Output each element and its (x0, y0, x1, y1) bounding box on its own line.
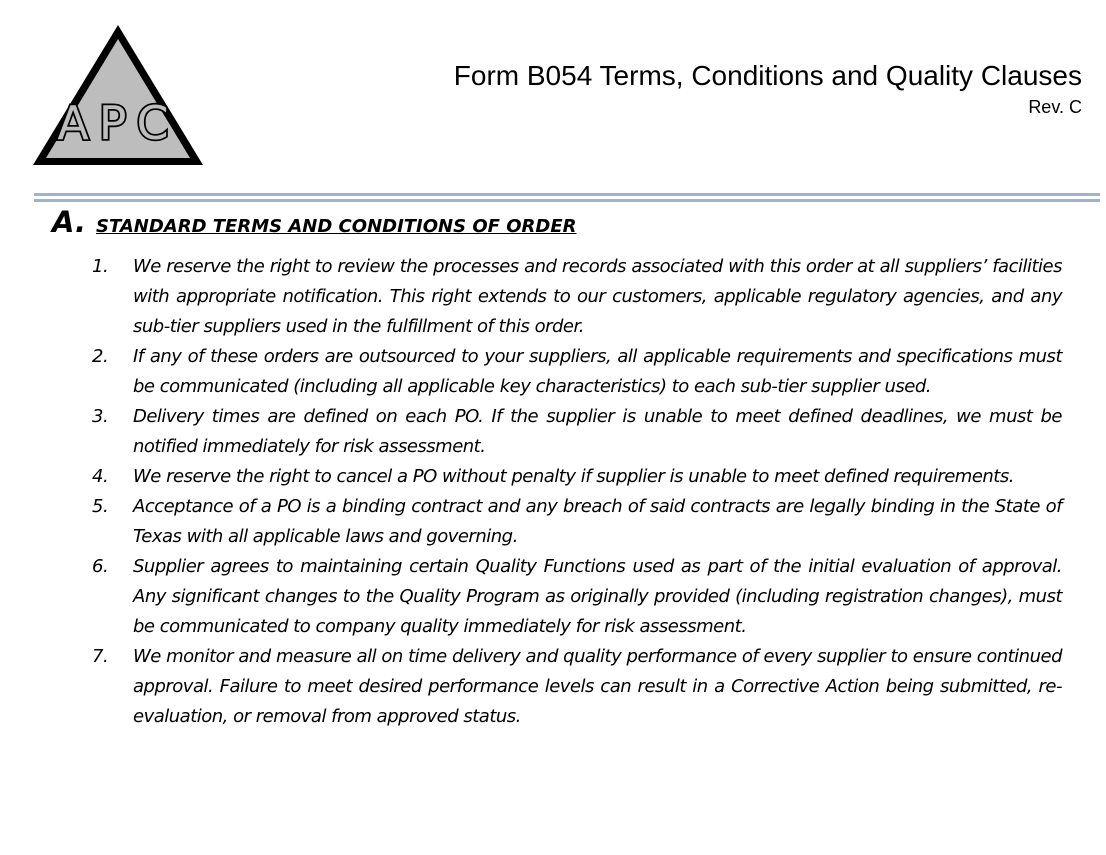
term-text: We monitor and measure all on time delivery and quality performance of every supplier to ensure continued approval. Failure to meet desired performance levels can result in a Corrective Action being submitted, re-evaluation, or removal from approved status. (133, 646, 1062, 727)
term-number: 6. (92, 556, 109, 577)
term-item (92, 402, 1062, 462)
section-title: STANDARD TERMS AND CONDITIONS OF ORDER (96, 216, 577, 237)
company-logo (30, 22, 206, 168)
term-item (92, 342, 1062, 402)
term-text: Delivery times are defined on each PO. If the supplier is unable to meet defined deadlines, we must be notified immediately for risk assessment. (133, 406, 1062, 457)
term-number: 1. (92, 256, 109, 277)
term-item (92, 462, 1062, 492)
term-text: We reserve the right to cancel a PO without penalty if supplier is unable to meet defined requirements. (133, 466, 1014, 487)
header-divider (34, 193, 1100, 196)
term-number: 5. (92, 496, 109, 517)
section-heading (52, 205, 576, 239)
term-item (92, 252, 1062, 342)
term-number: 7. (92, 646, 109, 667)
header-divider-secondary (34, 199, 1100, 202)
section-letter: A. (52, 205, 86, 239)
term-number: 2. (92, 346, 109, 367)
term-item (92, 552, 1062, 642)
term-number: 4. (92, 466, 109, 487)
term-item (92, 492, 1062, 552)
term-item (92, 642, 1062, 732)
term-text: We reserve the right to review the processes and records associated with this order at all suppliers’ facilities with appropriate notification. This right extends to our customers, applicable regulatory agencies, and any sub-tier suppliers used in the fulfillment of this order. (133, 256, 1062, 337)
form-title: Form B054 Terms, Conditions and Quality Clauses (453, 60, 1082, 91)
form-revision: Rev. C (1028, 97, 1082, 117)
terms-list (92, 252, 1062, 732)
term-text: Supplier agrees to maintaining certain Quality Functions used as part of the initial evaluation of approval. Any significant changes to the Quality Program as originally provided (including registration changes), must be communicated to company quality immediately for risk assessment. (133, 556, 1062, 637)
term-text: If any of these orders are outsourced to your suppliers, all applicable requirements and specifications must be communicated (including all applicable key characteristics) to each sub-tier supplier used. (133, 346, 1062, 397)
term-text: Acceptance of a PO is a binding contract and any breach of said contracts are legally binding in the State of Texas with all applicable laws and governing. (133, 496, 1062, 547)
logo-text: APC (57, 96, 179, 150)
term-number: 3. (92, 406, 109, 427)
logo-triangle-icon (30, 22, 206, 168)
